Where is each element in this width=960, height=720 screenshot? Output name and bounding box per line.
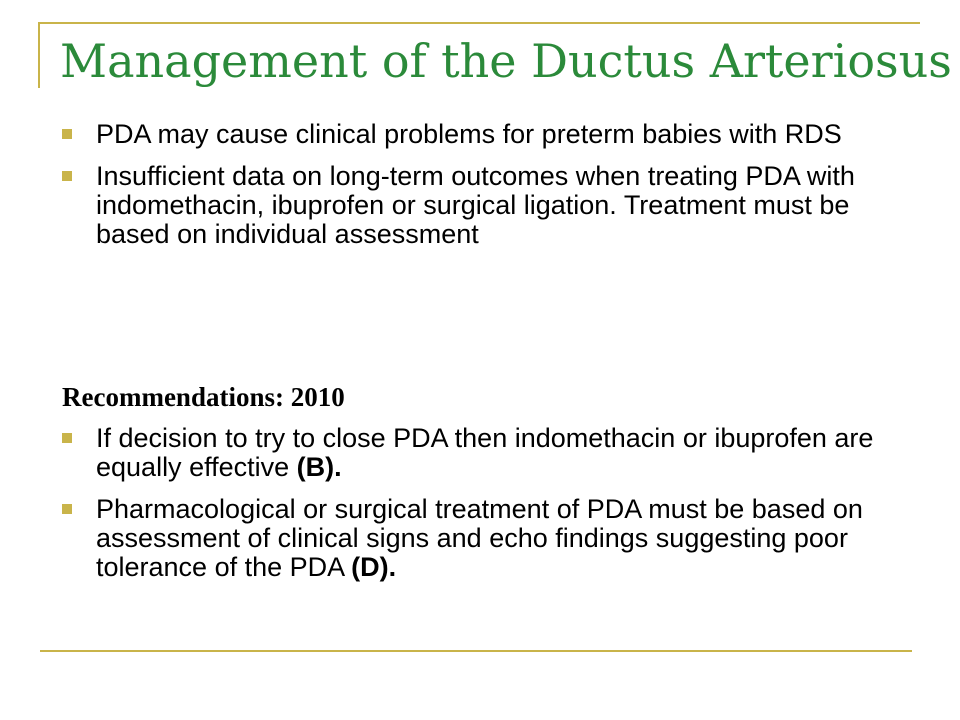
recommendation-item: [62, 495, 912, 582]
recommendation-text: If decision to try to close PDA then indomethacin or ibuprofen are equally effective: [96, 423, 874, 482]
slide-title: Management of the Ductus Arteriosus: [60, 34, 952, 88]
main-bullet-list: [62, 120, 862, 262]
bullet-text: Insufficient data on long-term outcomes when treating PDA with indomethacin, ibuprofen or surgical ligation. Treatment must be based on individual assessment: [96, 161, 855, 249]
square-bullet-icon: [62, 433, 72, 443]
bullet-item: [62, 162, 862, 249]
recommendation-item: [62, 424, 912, 482]
recommendation-text: Pharmacological or surgical treatment of PDA must be based on assessment of clinical signs and echo findings suggesting poor tolerance of the PDA: [96, 494, 863, 582]
bullet-text: PDA may cause clinical problems for preterm babies with RDS: [96, 119, 842, 149]
evidence-grade: (B).: [296, 452, 342, 482]
square-bullet-icon: [62, 171, 72, 181]
square-bullet-icon: [62, 504, 72, 514]
recommendations-heading: Recommendations: 2010: [62, 382, 345, 412]
left-rule: [38, 22, 40, 88]
recommendations-list: [62, 424, 912, 595]
square-bullet-icon: [62, 129, 72, 139]
bullet-item: [62, 120, 862, 149]
top-rule: [40, 22, 920, 24]
bottom-rule: [40, 650, 912, 652]
evidence-grade: (D).: [351, 552, 397, 582]
